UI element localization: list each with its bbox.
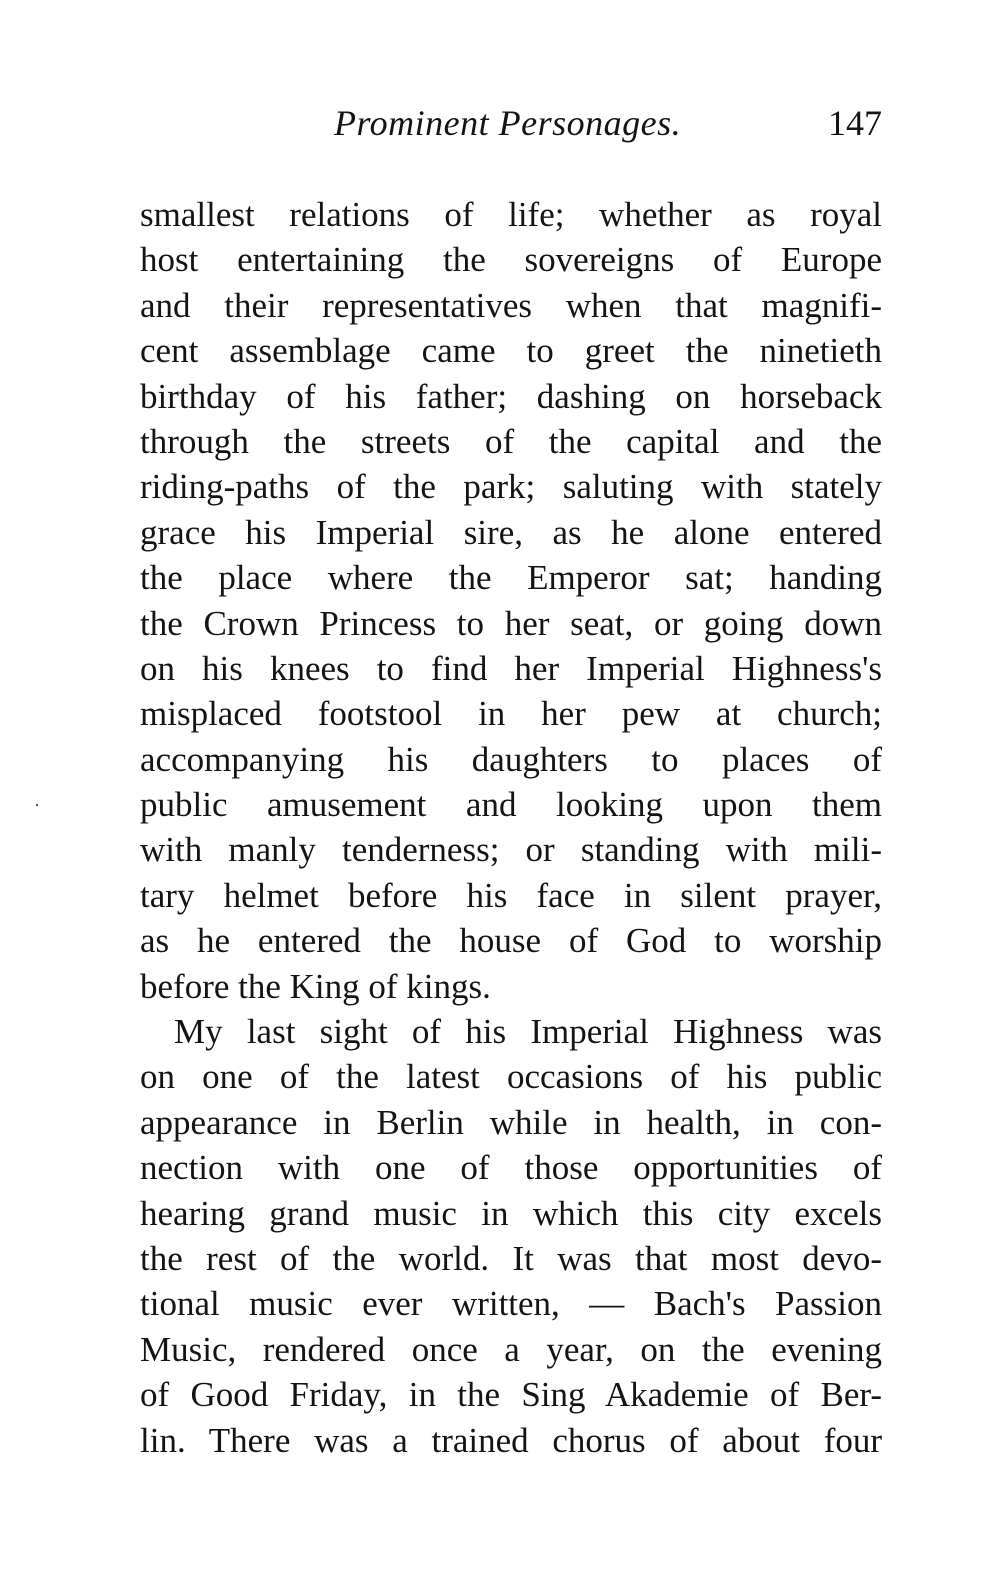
text-line: appearance in Berlin while in health, in con- — [140, 1102, 882, 1142]
text-line: host entertaining the sovereigns of Europe — [140, 240, 882, 280]
text-line: accompanying his daughters to places of — [140, 739, 882, 779]
text-line: smallest relations of life; whether as royal — [140, 195, 882, 234]
text-line: birthday of his father; dashing on horseback — [140, 376, 882, 416]
text-line: cent assemblage came to greet the ninetieth — [140, 331, 882, 371]
running-title: Prominent Personages. — [334, 103, 682, 143]
text-line: hearing grand music in which this city excels — [140, 1193, 882, 1233]
running-head — [140, 102, 882, 152]
text-line: on one of the latest occasions of his public — [140, 1057, 882, 1097]
text-line: the Crown Princess to her seat, or going down — [140, 603, 882, 643]
text-line: public amusement and looking upon them — [140, 785, 882, 825]
text-line: with manly tenderness; or standing with mili- — [140, 830, 882, 870]
text-line: the place where the Emperor sat; handing — [140, 558, 882, 598]
text-line: on his knees to find her Imperial Highness's — [140, 648, 882, 688]
page-number: 147 — [828, 103, 882, 143]
text-line: grace his Imperial sire, as he alone entered — [140, 512, 882, 552]
body-text — [140, 192, 882, 1463]
paragraph-start-line: My last sight of his Imperial Highness was — [174, 1012, 882, 1052]
paragraph-end-line: before the King of kings. — [140, 966, 491, 1006]
text-line: through the streets of the capital and the — [140, 421, 882, 461]
text-line: nection with one of those opportunities of — [140, 1148, 882, 1188]
text-line: riding-paths of the park; saluting with stately — [140, 467, 882, 507]
text-line: Music, rendered once a year, on the evening — [140, 1329, 882, 1369]
text-line: and their representatives when that magnifi- — [140, 285, 882, 325]
text-line: tional music ever written, — Bach's Passion — [140, 1284, 882, 1324]
text-line: misplaced footstool in her pew at church; — [140, 694, 882, 734]
text-line: tary helmet before his face in silent prayer, — [140, 875, 882, 915]
text-line: lin. There was a trained chorus of about four — [140, 1420, 882, 1460]
scan-speck — [36, 804, 38, 806]
text-line: as he entered the house of God to worship — [140, 921, 882, 961]
text-line: of Good Friday, in the Sing Akademie of Ber- — [140, 1375, 882, 1415]
text-line: the rest of the world. It was that most devo- — [140, 1238, 882, 1278]
